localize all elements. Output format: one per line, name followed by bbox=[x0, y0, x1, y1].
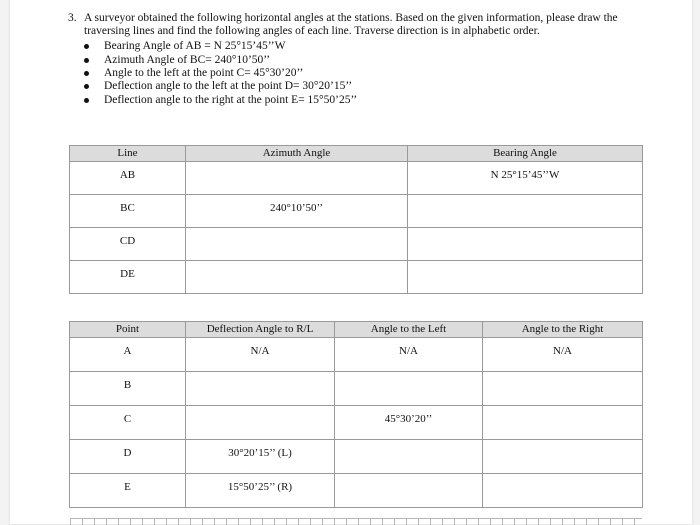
cell-point: A bbox=[70, 338, 186, 372]
cell-angle-right[interactable] bbox=[483, 372, 643, 406]
cell-azimuth[interactable] bbox=[186, 228, 408, 261]
cell-line: DE bbox=[70, 261, 186, 294]
cell-deflection[interactable] bbox=[186, 406, 335, 440]
table-row bbox=[70, 261, 643, 294]
given-item bbox=[84, 40, 624, 53]
given-item-text: Angle to the left at the point C= 45°30’20’’ bbox=[104, 67, 304, 79]
cell-point: B bbox=[70, 372, 186, 406]
cell-line: AB bbox=[70, 162, 186, 195]
cell-angle-right[interactable] bbox=[483, 440, 643, 474]
bullet-icon bbox=[84, 44, 89, 49]
given-item bbox=[84, 67, 624, 80]
column-header-angle-right: Angle to the Right bbox=[483, 322, 643, 338]
cell-bearing[interactable] bbox=[408, 261, 643, 294]
given-item bbox=[84, 54, 624, 67]
cell-line: BC bbox=[70, 195, 186, 228]
cell-angle-left[interactable]: 45°30’20’’ bbox=[335, 406, 483, 440]
column-header-angle-left: Angle to the Left bbox=[335, 322, 483, 338]
question-block bbox=[68, 12, 624, 107]
line-angle-table bbox=[69, 145, 643, 294]
table-row bbox=[70, 228, 643, 261]
cell-angle-left[interactable] bbox=[335, 440, 483, 474]
cell-bearing[interactable] bbox=[408, 228, 643, 261]
given-item-text: Deflection angle to the left at the point D= 30°20’15’’ bbox=[104, 80, 353, 93]
cell-angle-left[interactable] bbox=[335, 474, 483, 508]
bullet-icon bbox=[84, 71, 89, 76]
cell-deflection[interactable]: 15°50’25’’ (R) bbox=[186, 474, 335, 508]
point-angle-table bbox=[69, 321, 643, 508]
cell-point: E bbox=[70, 474, 186, 508]
given-data-list bbox=[84, 40, 624, 106]
cell-deflection[interactable]: 30°20’15’’ (L) bbox=[186, 440, 335, 474]
column-header-point: Point bbox=[70, 322, 186, 338]
cell-bearing[interactable]: N 25°15’45’’W bbox=[408, 162, 643, 195]
question-number: 3. bbox=[68, 12, 77, 24]
table-row bbox=[70, 195, 643, 228]
question-text: A surveyor obtained the following horizontal angles at the stations. Based on the given information, please draw the traversing lines and find the following angles of each line. Traverse direction is in alphabetic order. bbox=[84, 12, 618, 38]
given-item bbox=[84, 80, 624, 93]
table-row bbox=[70, 474, 643, 508]
given-item bbox=[84, 94, 624, 107]
cell-angle-right[interactable] bbox=[483, 474, 643, 508]
cell-point: D bbox=[70, 440, 186, 474]
cell-point: C bbox=[70, 406, 186, 440]
table-header-row bbox=[70, 146, 643, 162]
document-page bbox=[10, 0, 692, 524]
cell-deflection[interactable]: N/A bbox=[186, 338, 335, 372]
cell-line: CD bbox=[70, 228, 186, 261]
bullet-icon bbox=[84, 98, 89, 103]
cell-angle-left[interactable] bbox=[335, 372, 483, 406]
cell-angle-right[interactable] bbox=[483, 406, 643, 440]
cell-azimuth[interactable] bbox=[186, 162, 408, 195]
bullet-icon bbox=[84, 58, 89, 63]
table-row bbox=[70, 440, 643, 474]
table-header-row bbox=[70, 322, 643, 338]
column-header-azimuth: Azimuth Angle bbox=[186, 146, 408, 162]
given-item-text: Azimuth Angle of BC= 240°10’50’’ bbox=[104, 53, 271, 66]
cell-azimuth[interactable]: 240°10’50’’ bbox=[186, 195, 408, 228]
cell-bearing[interactable] bbox=[408, 195, 643, 228]
cell-deflection[interactable] bbox=[186, 372, 335, 406]
column-header-line: Line bbox=[70, 146, 186, 162]
given-item-text: Bearing Angle of AB = N 25°15’45’’W bbox=[104, 40, 286, 53]
table-row bbox=[70, 338, 643, 372]
column-header-deflection: Deflection Angle to R/L bbox=[186, 322, 335, 338]
cell-angle-right[interactable]: N/A bbox=[483, 338, 643, 372]
table-row bbox=[70, 372, 643, 406]
given-item-text: Deflection angle to the right at the point E= 15°50’25’’ bbox=[104, 93, 358, 106]
bullet-icon bbox=[84, 84, 89, 89]
table-row bbox=[70, 162, 643, 195]
table-row bbox=[70, 406, 643, 440]
column-header-bearing: Bearing Angle bbox=[408, 146, 643, 162]
cell-azimuth[interactable] bbox=[186, 261, 408, 294]
cell-angle-left[interactable]: N/A bbox=[335, 338, 483, 372]
